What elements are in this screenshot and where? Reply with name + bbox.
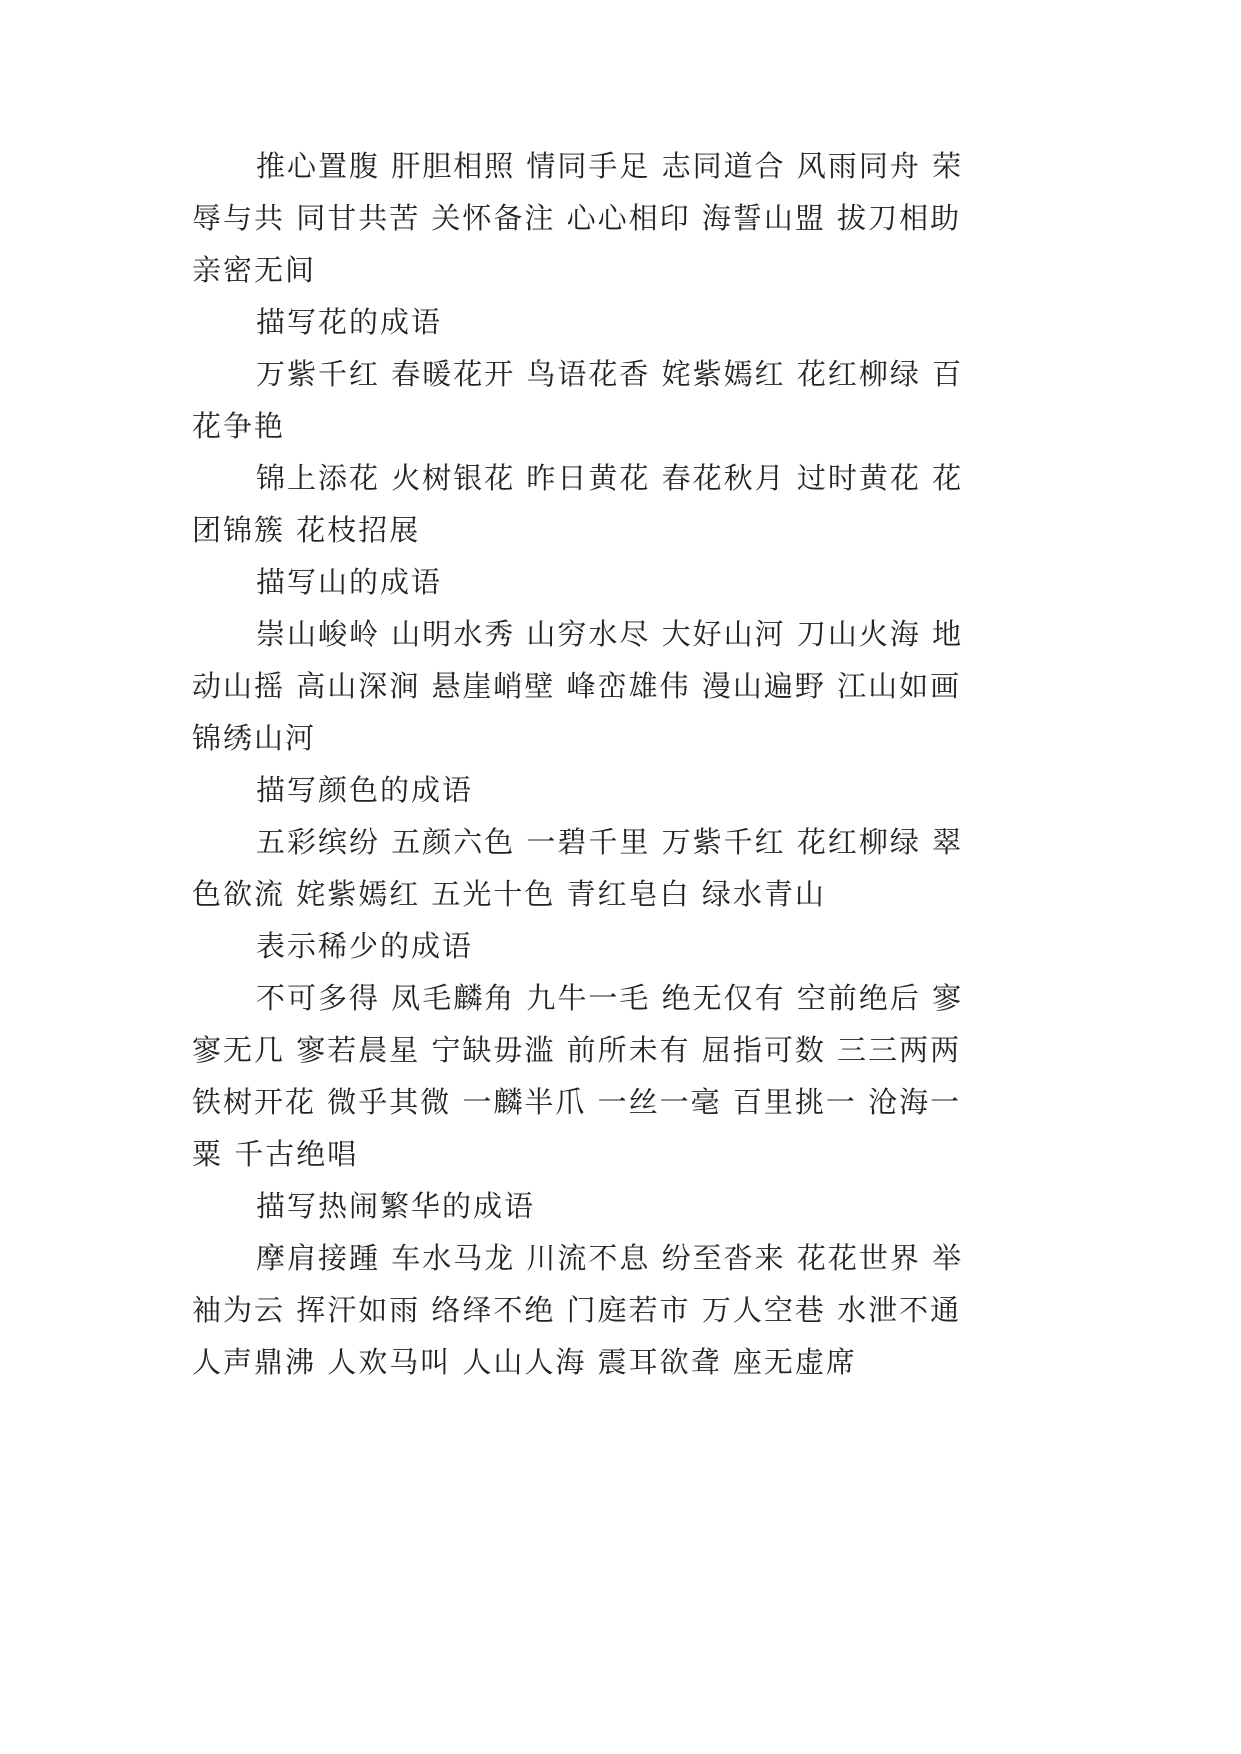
text-line: 亲密无间 [192,253,317,287]
text-line: 人声鼎沸 人欢马叫 人山人海 震耳欲聋 座无虚席 [192,1345,857,1379]
text-line: 崇山峻岭 山明水秀 山穷水尽 大好山河 刀山火海 地 [256,617,964,651]
text-line: 辱与共 同甘共苦 关怀备注 心心相印 海誓山盟 拔刀相助 [192,201,962,235]
text-line: 花争艳 [192,409,286,443]
section-heading: 描写山的成语 [256,565,443,599]
text-line: 袖为云 挥汗如雨 络绎不绝 门庭若市 万人空巷 水泄不通 [192,1293,962,1327]
text-line: 铁树开花 微乎其微 一麟半爪 一丝一毫 百里挑一 沧海一 [192,1085,962,1119]
section-heading: 描写颜色的成语 [256,773,474,807]
text-line: 动山摇 高山深涧 悬崖峭壁 峰峦雄伟 漫山遍野 江山如画 [192,669,962,703]
text-line: 团锦簇 花枝招展 [192,513,421,547]
section-heading: 表示稀少的成语 [256,929,474,963]
text-line: 摩肩接踵 车水马龙 川流不息 纷至沓来 花花世界 举 [256,1241,964,1275]
text-line: 不可多得 凤毛麟角 九牛一毛 绝无仅有 空前绝后 寥 [256,981,964,1015]
text-line: 色欲流 姹紫嫣红 五光十色 青红皂白 绿水青山 [192,877,826,911]
text-line: 推心置腹 肝胆相照 情同手足 志同道合 风雨同舟 荣 [256,149,964,183]
text-line: 五彩缤纷 五颜六色 一碧千里 万紫千红 花红柳绿 翠 [256,825,964,859]
text-line: 粟 千古绝唱 [192,1137,359,1171]
text-line: 锦上添花 火树银花 昨日黄花 春花秋月 过时黄花 花 [256,461,964,495]
text-line: 寥无几 寥若晨星 宁缺毋滥 前所未有 屈指可数 三三两两 [192,1033,962,1067]
text-line: 万紫千红 春暖花开 鸟语花香 姹紫嫣红 花红柳绿 百 [256,357,964,391]
text-line: 锦绣山河 [192,721,317,755]
section-heading: 描写花的成语 [256,305,443,339]
section-heading: 描写热闹繁华的成语 [256,1189,536,1223]
